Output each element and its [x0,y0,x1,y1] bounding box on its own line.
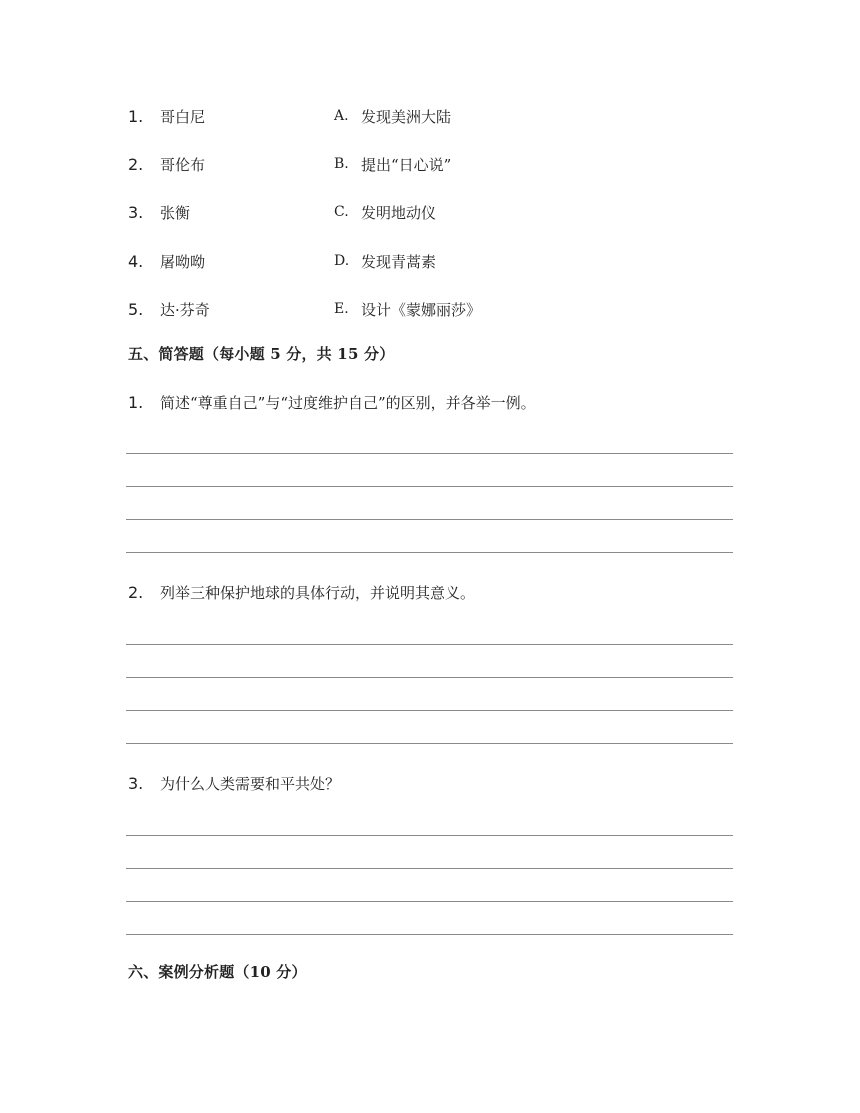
question-number: 3. [128,773,144,793]
matching-row [128,298,481,320]
question [128,772,340,794]
answer-line[interactable] [126,868,733,869]
matching-achievement: 发现美洲大陆 [361,107,452,126]
matching-number: 2. [128,154,144,174]
matching-row [128,153,451,175]
answer-line[interactable] [126,519,733,520]
answer-line[interactable] [126,677,733,678]
matching-number: 3. [128,202,144,222]
matching-row [128,105,451,127]
matching-option-letter: C. [334,204,349,220]
matching-row [128,250,436,272]
matching-option-letter: D. [334,253,350,269]
matching-achievement: 设计《蒙娜丽莎》 [361,300,482,319]
answer-line[interactable] [126,901,733,902]
matching-option-letter: A. [334,108,349,124]
question-number: 1. [128,392,144,412]
answer-line[interactable] [126,453,733,454]
question-text: 为什么人类需要和平共处？ [160,774,341,793]
matching-person: 哥伦布 [160,155,206,174]
answer-line[interactable] [126,710,733,711]
question-text: 列举三种保护地球的具体行动，并说明其意义。 [160,583,476,602]
matching-person: 屠呦呦 [160,252,206,271]
matching-achievement: 提出“日心说” [361,155,452,174]
answer-line[interactable] [126,934,733,935]
matching-number: 5. [128,299,144,319]
matching-person: 达·芬奇 [160,300,210,319]
matching-person: 哥白尼 [160,107,206,126]
answer-line[interactable] [126,486,733,487]
matching-achievement: 发现青蒿素 [361,252,437,271]
answer-line[interactable] [126,644,733,645]
matching-person: 张衡 [160,203,191,222]
question [128,391,536,413]
matching-row [128,201,436,223]
question-number: 2. [128,582,144,602]
answer-line[interactable] [126,835,733,836]
answer-line[interactable] [126,552,733,553]
question [128,581,475,603]
section-title: 六、案例分析题（10 分） [128,963,307,981]
matching-achievement: 发明地动仪 [361,203,437,222]
answer-line[interactable] [126,743,733,744]
matching-number: 4. [128,251,144,271]
matching-option-letter: B. [334,156,349,172]
section-title: 五、简答题（每小题 5 分，共 15 分） [128,345,395,363]
matching-option-letter: E. [334,301,349,317]
question-text: 简述“尊重自己”与“过度维护自己”的区别，并各举一例。 [160,393,536,412]
matching-number: 1. [128,106,144,126]
